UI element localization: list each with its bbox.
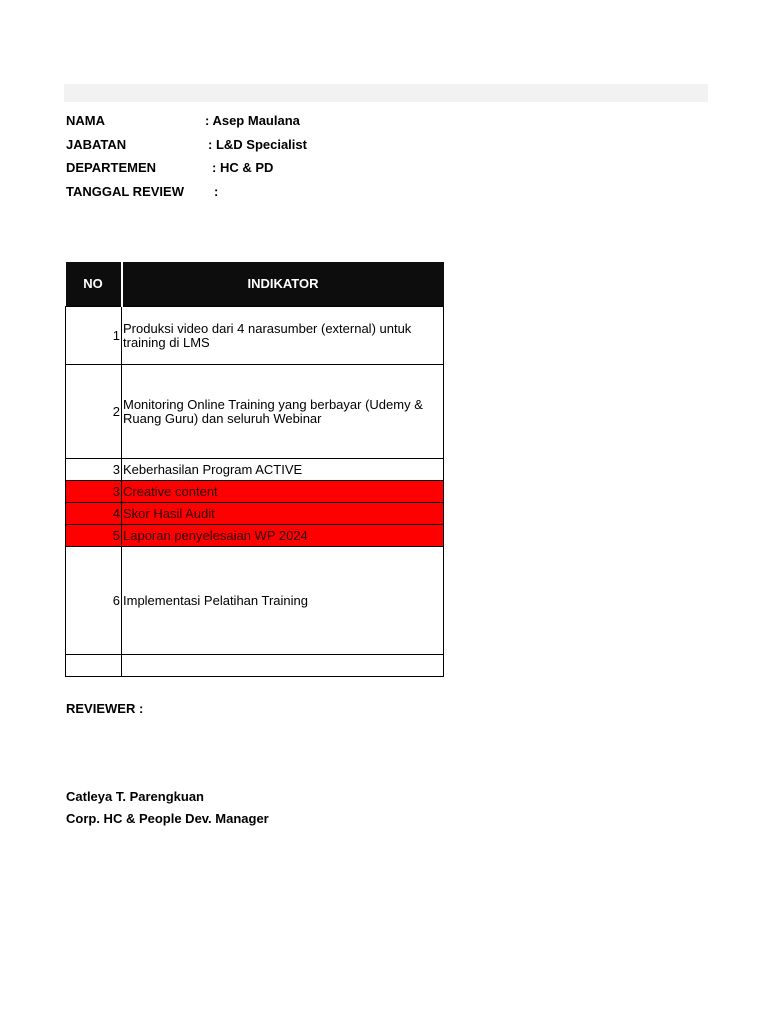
reviewer-label: REVIEWER :: [66, 701, 144, 716]
tanggal-review-label: TANGGAL REVIEW: [66, 184, 184, 199]
nama-label: NAMA: [66, 113, 105, 128]
row-number: 1: [66, 307, 122, 365]
table-row-highlighted: [66, 525, 444, 547]
jabatan-value: : L&D Specialist: [208, 137, 307, 152]
table-row: [66, 365, 444, 459]
table-row-empty: [66, 655, 444, 677]
nama-value: : Asep Maulana: [205, 113, 300, 128]
row-indikator: Produksi video dari 4 narasumber (external) untuk training di LMS: [122, 307, 444, 365]
row-number: 3: [66, 459, 122, 481]
row-number: [66, 655, 122, 677]
row-number: 5: [66, 525, 122, 547]
departemen-label: DEPARTEMEN: [66, 160, 157, 175]
reviewer-title: Corp. HC & People Dev. Manager: [66, 811, 269, 826]
table-row-highlighted: [66, 503, 444, 525]
row-number: 4: [66, 503, 122, 525]
table-row-highlighted: [66, 481, 444, 503]
top-header-band: [64, 84, 708, 102]
reviewer-name: Catleya T. Parengkuan: [66, 789, 204, 804]
jabatan-label: JABATAN: [66, 137, 127, 152]
table-header-row: [66, 262, 444, 307]
row-indikator: Monitoring Online Training yang berbayar (Udemy & Ruang Guru) dan seluruh Webinar: [122, 365, 444, 459]
row-indikator: Implementasi Pelatihan Training: [122, 547, 444, 655]
table-row: [66, 459, 444, 481]
row-indikator: Creative content: [122, 481, 444, 503]
departemen-value: : HC & PD: [212, 160, 274, 175]
tanggal-review-value: :: [214, 184, 219, 199]
row-indikator: Skor Hasil Audit: [122, 503, 444, 525]
row-number: 3: [66, 481, 122, 503]
table-row: [66, 547, 444, 655]
table-row: [66, 307, 444, 365]
indicator-table: [65, 262, 444, 677]
row-number: 2: [66, 365, 122, 459]
row-indikator: [122, 655, 444, 677]
row-number: 6: [66, 547, 122, 655]
column-header-indikator: INDIKATOR: [122, 262, 444, 307]
column-header-no: NO: [66, 262, 122, 307]
row-indikator: Laporan penyelesaian WP 2024: [122, 525, 444, 547]
row-indikator: Keberhasilan Program ACTIVE: [122, 459, 444, 481]
